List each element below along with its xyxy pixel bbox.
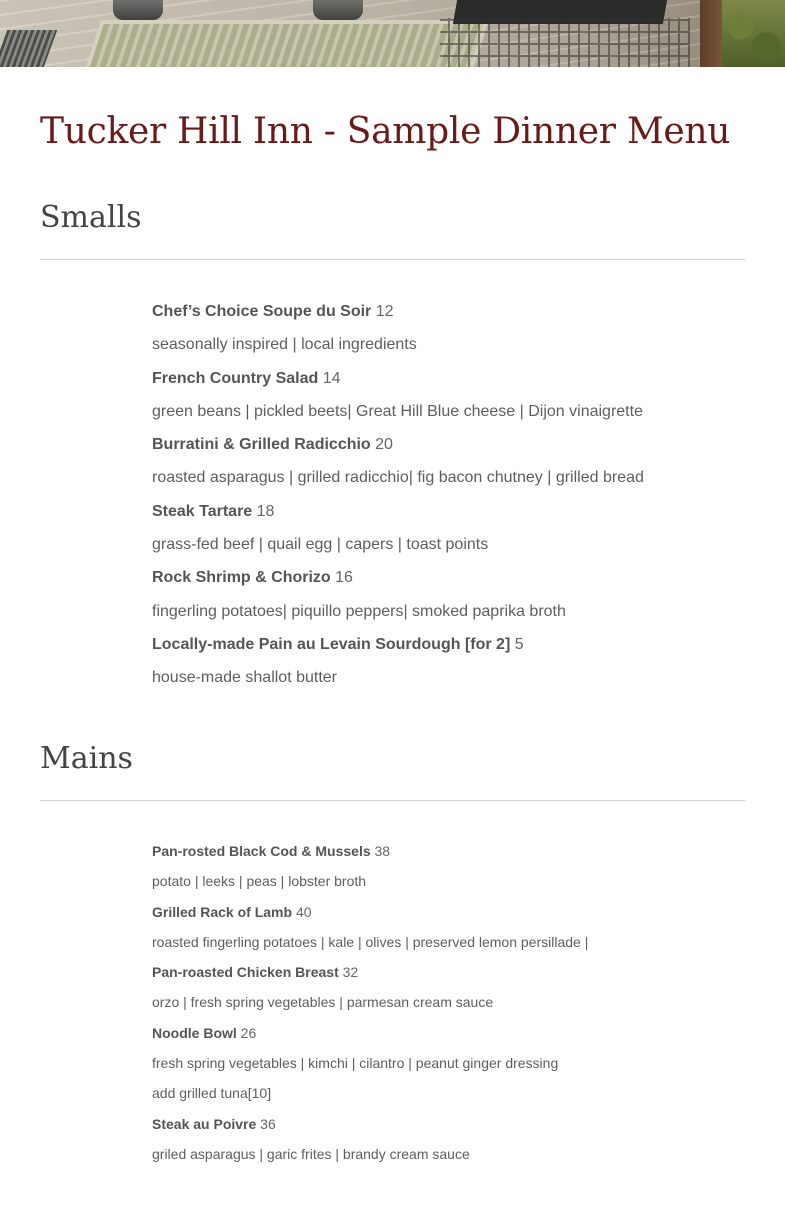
item-description: potato | leeks | peas | lobster broth: [152, 873, 367, 890]
patio-heater-right: [313, 0, 363, 20]
item-description: griled asparagus | garic frites | brandy cream sauce: [152, 1145, 470, 1162]
item-price: 40: [295, 903, 312, 920]
item-price: 38: [374, 843, 391, 859]
item-price: 32: [342, 964, 359, 981]
item-description: fresh spring vegetables | kimchi | cilantro | peanut ginger dressing: [152, 1055, 559, 1072]
menu-item-title: [152, 628, 752, 661]
menu-item-title: [152, 561, 752, 594]
item-price: 36: [260, 1115, 276, 1132]
menu-item-title: [152, 957, 752, 987]
patio-chairs: [440, 18, 690, 67]
item-price: 5: [514, 635, 524, 653]
item-name: Chef’s Choice Soupe du Soir: [152, 303, 372, 320]
item-name: French Country Salad: [152, 369, 319, 387]
menu-item-title: [152, 295, 752, 328]
menu-list-smalls: [152, 295, 752, 695]
item-price: 18: [256, 502, 275, 520]
menu-item-title: [152, 836, 752, 866]
section-heading-mains: Mains: [40, 741, 133, 776]
item-description: fingerling potatoes| piquillo peppers| smoked paprika broth: [152, 602, 566, 620]
item-description: grass-fed beef | quail egg | capers | toast points: [152, 536, 489, 554]
menu-item-title: [152, 428, 752, 461]
item-name: Noodle Bowl: [152, 1024, 237, 1041]
item-price: 12: [375, 303, 394, 320]
section-heading-smalls: Smalls: [40, 200, 142, 235]
item-name: Steak au Poivre: [152, 1115, 257, 1132]
porch-post: [700, 0, 722, 67]
item-name: Locally-made Pain au Levain Sourdough [for 2]: [152, 635, 511, 653]
section-divider-mains: [40, 800, 745, 801]
menu-item-title: [152, 495, 752, 528]
item-name: Rock Shrimp & Chorizo: [152, 569, 331, 587]
item-description: roasted fingerling potatoes | kale | olives | preserved lemon persillade |: [152, 933, 589, 950]
item-name: Steak Tartare: [152, 502, 253, 520]
item-name: Burratini & Grilled Radicchio: [152, 436, 371, 454]
item-description: roasted asparagus | grilled radicchio| fig bacon chutney | grilled bread: [152, 469, 644, 487]
hero-photo-deck: [0, 0, 785, 67]
page-title: Tucker Hill Inn - Sample Dinner Menu: [40, 111, 731, 152]
item-name: Pan-rosted Black Cod & Mussels: [152, 843, 371, 859]
item-name: Grilled Rack of Lamb: [152, 903, 293, 920]
item-price: 16: [335, 569, 353, 587]
item-name: Pan-roasted Chicken Breast: [152, 964, 339, 981]
greenery: [722, 0, 785, 67]
item-description: orzo | fresh spring vegetables | parmesan cream sauce: [152, 994, 494, 1011]
menu-item-title: [152, 1109, 752, 1139]
item-description: house-made shallot butter: [152, 669, 337, 687]
menu-list-mains: [152, 836, 752, 1169]
item-price: 14: [322, 369, 341, 387]
menu-item-title: [152, 1018, 752, 1048]
item-price: 20: [375, 436, 393, 454]
outdoor-rug: [79, 20, 489, 67]
item-price: 26: [240, 1024, 257, 1041]
menu-item-title: [152, 897, 752, 927]
item-addon: add grilled tuna[10]: [152, 1085, 272, 1102]
item-description: green beans | pickled beets| Great Hill Blue cheese | Dijon vinaigrette: [152, 402, 643, 420]
item-description: seasonally inspired | local ingredients: [152, 336, 417, 354]
section-divider-smalls: [40, 259, 745, 260]
menu-item-title: [152, 362, 752, 395]
patio-heater-left: [113, 0, 163, 20]
